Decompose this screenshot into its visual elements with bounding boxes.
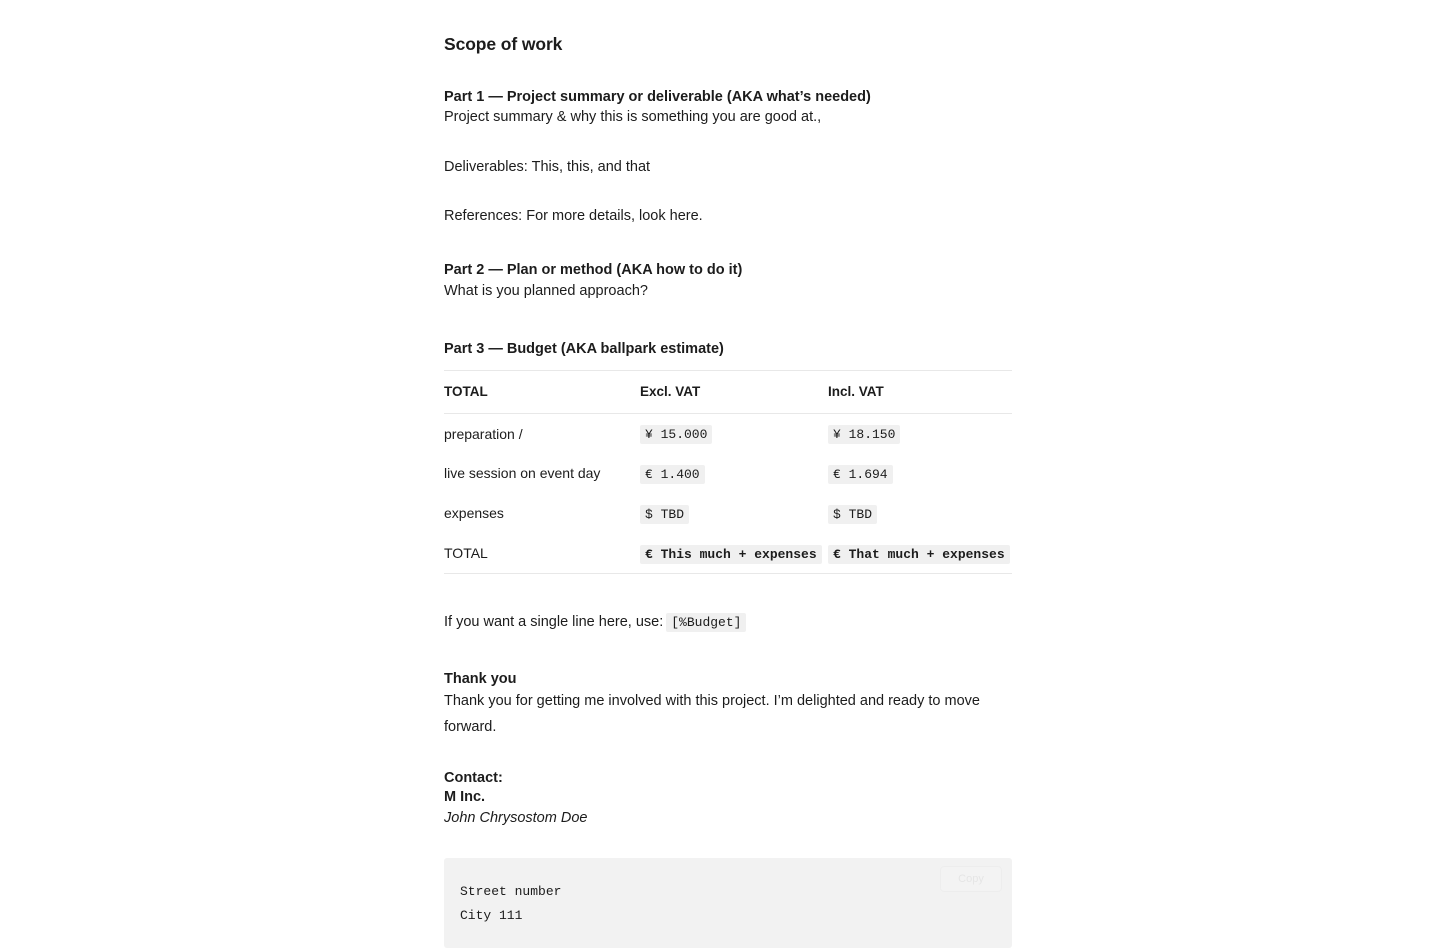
row-label: TOTAL [444,545,488,561]
amount-code: € That much + expenses [828,545,1010,564]
section-heading-thank-you: Thank you [444,670,517,687]
row-excl-vat-value [640,453,828,493]
table-row [444,453,1012,493]
amount-code: € 1.400 [640,465,705,484]
row-label: preparation / [444,425,523,442]
part-1-summary-text: Project summary & why this is something you are good at., [444,109,822,126]
spacer [444,301,1012,340]
row-label: live session on event day [444,465,601,482]
column-header-excl-vat: Excl. VAT [640,383,701,399]
address-line: Street number [460,884,562,900]
column-header-total: TOTAL [444,383,488,399]
amount-code: € 1.694 [828,465,893,484]
budget-table-header [444,370,1012,413]
table-row-total [444,533,1012,573]
row-incl-vat-value [828,453,1012,493]
spacer [444,634,1012,670]
section-heading-contact: Contact: [444,769,503,786]
budget-table [444,370,1012,574]
amount-code: $ TBD [828,505,877,524]
page-title: Scope of work [444,34,563,54]
section-heading-part-1: Part 1 — Project summary or deliverable (AKA what’s needed) [444,88,871,105]
table-header-row [444,370,1012,413]
spacer [444,741,1012,769]
document-content-column [444,0,1012,948]
address-code-block [444,858,1012,948]
row-incl-vat-value [828,413,1012,453]
part-1-deliverables-text: Deliverables: This, this, and that [444,158,651,175]
spacer [444,128,1012,157]
row-incl-vat-value [828,533,1012,573]
amount-code: € This much + expenses [640,545,822,564]
row-label: expenses [444,505,504,522]
spacer [444,227,1012,261]
single-line-note [444,574,1012,634]
spacer [444,828,1012,858]
budget-token-code: [%Budget] [666,613,746,632]
row-incl-vat-value [828,493,1012,533]
section-heading-part-2: Part 2 — Plan or method (AKA how to do it) [444,262,743,279]
part-2-body-text: What is you planned approach? [444,282,648,299]
single-line-note-text: If you want a single line here, use: [444,613,664,630]
amount-code: ¥ 18.150 [828,425,900,444]
section-heading-part-3: Part 3 — Budget (AKA ballpark estimate) [444,341,724,358]
table-row [444,413,1012,453]
part-1-references-text: References: For more details, look here. [444,208,703,225]
column-header-incl-vat: Incl. VAT [828,383,884,399]
row-excl-vat-value [640,493,828,533]
spacer [444,177,1012,206]
copy-button[interactable]: Copy [940,866,1002,892]
amount-code: ¥ 15.000 [640,425,712,444]
budget-table-body [444,413,1012,573]
thank-you-body-text: Thank you for getting me involved with this project. I’m delighted and ready to move forward. [444,693,980,735]
spacer [444,56,1012,88]
table-row [444,493,1012,533]
contact-company-name: M Inc. [444,789,486,806]
row-excl-vat-value [640,413,828,453]
amount-code: $ TBD [640,505,689,524]
address-line: City 111 [460,908,523,924]
row-excl-vat-value [640,533,828,573]
contact-person-name: John Chrysostom Doe [444,809,588,826]
